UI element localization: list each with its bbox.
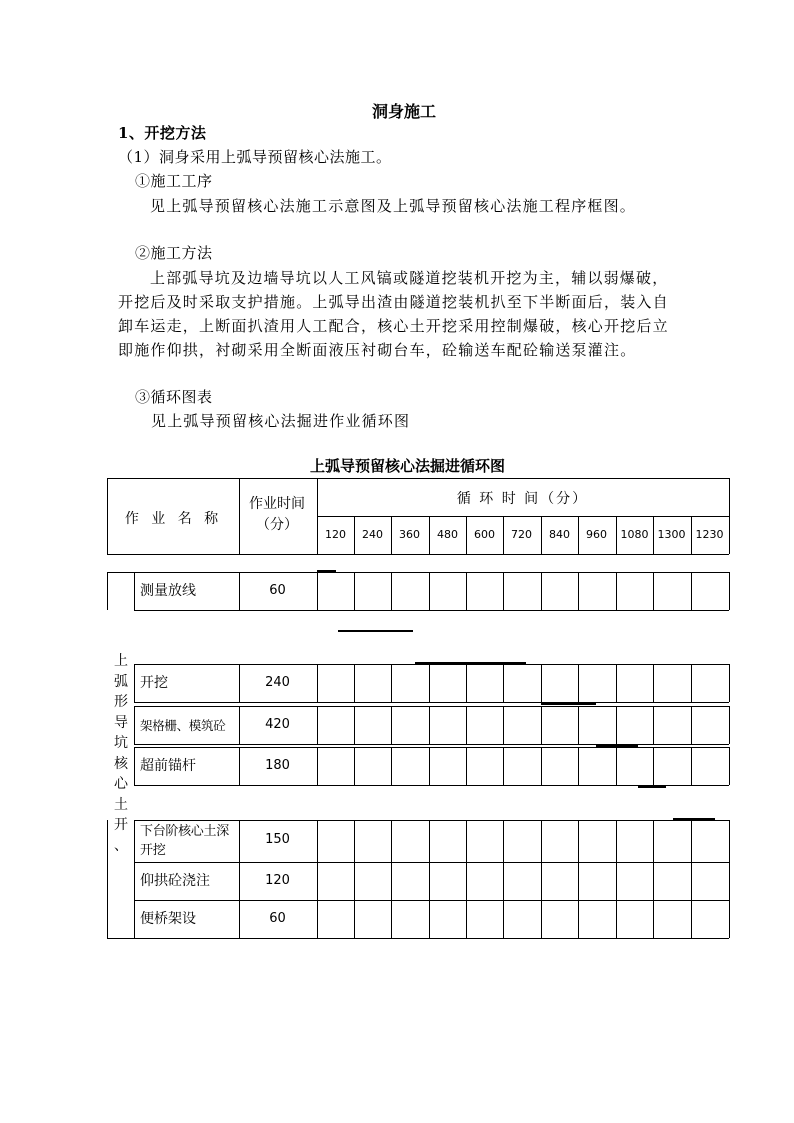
table-rule [691, 820, 692, 938]
tick-label: 600 [474, 528, 495, 541]
tick-label: 840 [549, 528, 570, 541]
table-rule [653, 706, 654, 744]
group-label-upper-arc [108, 651, 134, 856]
table-rule [107, 572, 108, 610]
tick-label: 240 [362, 528, 383, 541]
table-rule [391, 664, 392, 702]
tick-label: 720 [511, 528, 532, 541]
table-rule [466, 572, 467, 610]
table-rule [541, 572, 542, 610]
task-name: 架格栅、模筑砼 [140, 718, 226, 733]
table-rule [429, 572, 430, 610]
tick-label: 1300 [657, 528, 686, 541]
table-rule [503, 664, 504, 702]
item2-body: 上部弧导坑及边墙导坑以人工风镐或隧道挖装机开挖为主，辅以弱爆破，开挖后及时采取支护措施。上弧导出渣由隧道挖装机扒至下半断面后，装入自卸车运走，上断面扒渣用人工配合，核心土开挖采用控制爆破，核心开挖后立即施作仰拱，衬砌采用全断面液压衬砌台车，砼输送车配砼输送泵灌注。 [118, 269, 669, 359]
tick-label: 1230 [695, 528, 724, 541]
table-rule [729, 820, 730, 938]
group-label-char: 形 [114, 694, 128, 710]
table-rule [317, 572, 318, 610]
table-rule [134, 938, 729, 939]
table-rule [729, 706, 730, 744]
table-rule [578, 820, 579, 938]
item3-title: ③循环图表 [135, 388, 213, 406]
table-rule [691, 747, 692, 785]
table-rule [134, 572, 729, 573]
table-rule [239, 478, 240, 554]
table-rule [503, 572, 504, 610]
group-label-char: 坑 [114, 735, 128, 751]
table-rule [317, 706, 318, 744]
tick-label: 1080 [620, 528, 649, 541]
table-rule [391, 706, 392, 744]
group-label-char: 核 [114, 755, 128, 772]
table-rule [616, 706, 617, 744]
task-name: 测量放线 [140, 583, 196, 599]
task-duration: 420 [265, 717, 290, 732]
table-rule [466, 747, 467, 785]
table-rule [616, 572, 617, 610]
item1-body: 见上弧导预留核心法施工示意图及上弧导预留核心法施工程序框图。 [150, 197, 637, 215]
table-rule [466, 664, 467, 702]
group-label-char: 上 [114, 653, 128, 669]
header-duration: 作业时间（分） [249, 496, 305, 533]
table-rule [653, 572, 654, 610]
header-cycle-time: 循 环 时 间（分） [456, 491, 589, 507]
table-rule [107, 938, 134, 939]
tick-label: 960 [586, 528, 607, 541]
table-rule [354, 664, 355, 702]
table-rule [134, 610, 729, 611]
table-rule [134, 900, 729, 901]
table-rule [503, 820, 504, 938]
group-label-char: 土 [114, 796, 128, 813]
gantt-bar [638, 786, 666, 788]
table-rule [134, 664, 135, 702]
table-rule [134, 820, 135, 938]
table-rule [317, 664, 318, 702]
group-label-char: 、 [114, 837, 128, 854]
table-rule [691, 664, 692, 702]
table-rule [317, 820, 318, 938]
task-duration: 180 [265, 758, 290, 773]
table-rule [134, 747, 729, 748]
group-label-char: 心 [114, 776, 128, 792]
subsection-line: （1）洞身采用上弧导预留核心法施工。 [118, 148, 392, 166]
table-rule [578, 747, 579, 785]
table-rule [729, 747, 730, 785]
table-rule [134, 744, 729, 745]
table-rule [354, 706, 355, 744]
gantt-bar [596, 745, 638, 747]
table-rule [429, 664, 430, 702]
table-rule [729, 572, 730, 610]
section-heading: 1、开挖方法 [118, 124, 207, 142]
group-label-char: 开 [114, 817, 128, 833]
table-rule [134, 664, 729, 665]
table-rule [503, 747, 504, 785]
table-rule [134, 706, 135, 744]
table-rule [616, 664, 617, 702]
tick-label: 480 [437, 528, 458, 541]
table-rule [616, 820, 617, 938]
table-rule [134, 706, 729, 707]
table-rule [429, 820, 430, 938]
table-rule [107, 478, 729, 479]
gantt-bar [673, 818, 715, 820]
table-rule [466, 820, 467, 938]
table-rule [317, 516, 729, 517]
task-duration: 150 [265, 832, 290, 847]
table-rule [107, 554, 729, 555]
table-rule [134, 820, 729, 821]
table-rule [391, 820, 392, 938]
table-rule [429, 706, 430, 744]
page-title: 洞身施工 [372, 102, 437, 121]
task-name: 仰拱砼浇注 [140, 873, 210, 889]
table-rule [729, 664, 730, 702]
tick-label: 120 [325, 528, 346, 541]
table-rule [429, 747, 430, 785]
table-rule [616, 747, 617, 785]
task-name: 便桥架设 [140, 911, 196, 927]
table-rule [578, 664, 579, 702]
table-rule [503, 706, 504, 744]
table-title: 上弧导预留核心法掘进循环图 [310, 457, 506, 475]
table-rule [653, 664, 654, 702]
table-rule [691, 706, 692, 744]
gantt-bar [317, 570, 336, 572]
table-rule [107, 572, 134, 573]
table-rule [691, 572, 692, 610]
table-rule [578, 572, 579, 610]
table-rule [578, 706, 579, 744]
table-rule [134, 862, 729, 863]
task-duration: 240 [265, 675, 290, 690]
task-duration: 60 [269, 911, 286, 926]
table-rule [391, 572, 392, 610]
table-rule [541, 820, 542, 938]
group-label-char: 弧 [114, 673, 128, 690]
table-rule [317, 747, 318, 785]
table-rule [391, 747, 392, 785]
gantt-bar [338, 630, 413, 632]
table-rule [354, 572, 355, 610]
task-name: 开挖 [140, 675, 168, 691]
tick-label: 360 [399, 528, 420, 541]
table-rule [653, 747, 654, 785]
table-rule [466, 706, 467, 744]
table-rule [134, 702, 729, 703]
item1-title: ①施工工序 [135, 172, 213, 190]
item3-body: 见上弧导预留核心法掘进作业循环图 [151, 412, 411, 430]
task-name: 超前锚杆 [140, 758, 196, 774]
table-rule [354, 747, 355, 785]
table-rule [729, 478, 730, 554]
group-label-char: 导 [114, 714, 128, 731]
gantt-bar [415, 662, 526, 664]
item2-title: ②施工方法 [135, 244, 213, 262]
table-rule [134, 572, 135, 610]
table-rule [541, 747, 542, 785]
task-duration: 120 [265, 873, 290, 888]
table-rule [134, 747, 135, 785]
table-rule [541, 664, 542, 702]
header-task-name: 作 业 名 称 [124, 511, 223, 527]
gantt-bar [541, 703, 596, 705]
table-rule [354, 820, 355, 938]
task-duration: 60 [269, 583, 286, 598]
table-rule [653, 820, 654, 938]
task-name: 下台阶核心土深开挖 [140, 824, 229, 858]
table-rule [541, 706, 542, 744]
